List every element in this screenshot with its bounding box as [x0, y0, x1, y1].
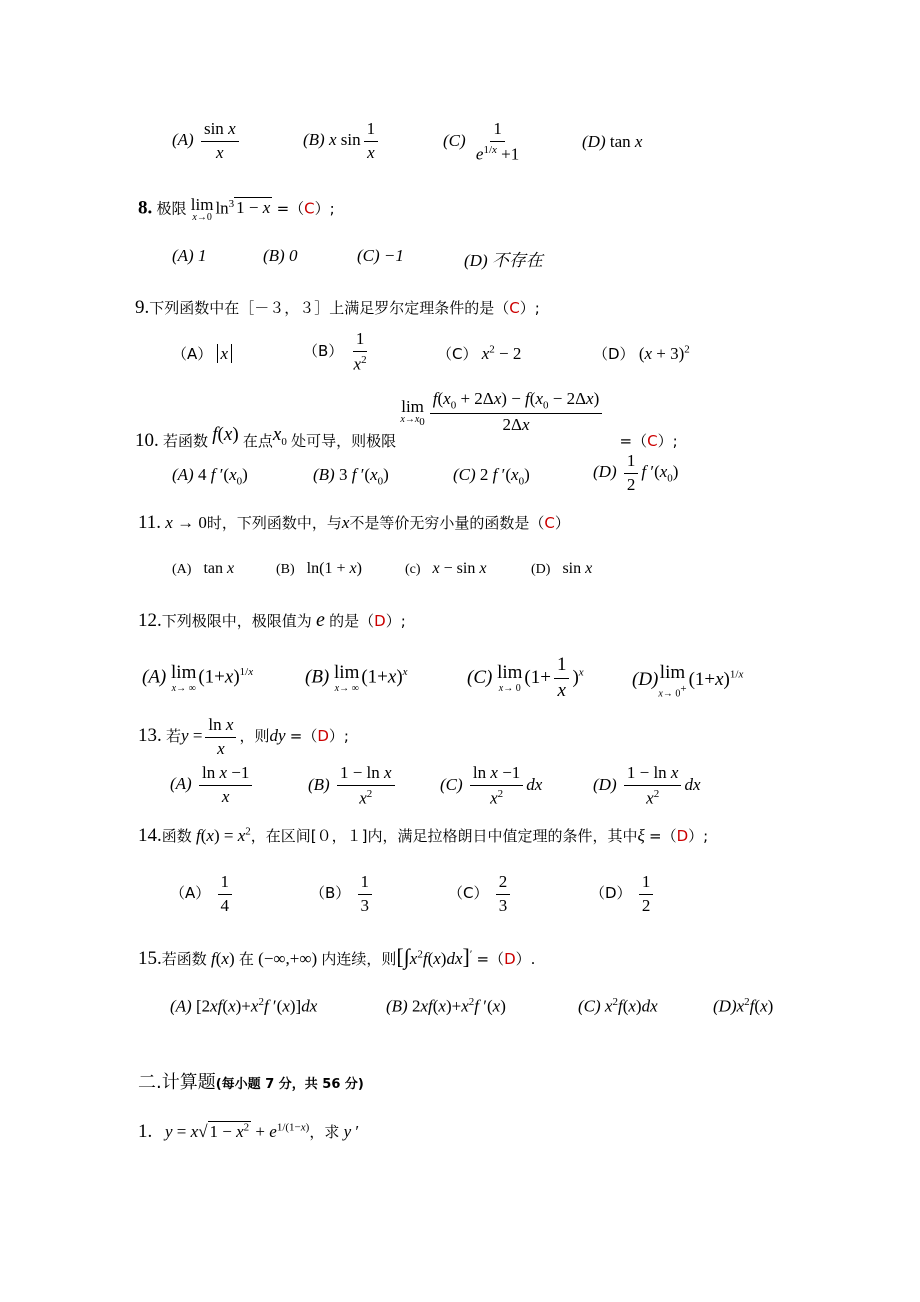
q9-option-b: （B） $\frac{1}{x^2}$ [303, 329, 367, 374]
q15-option-d: $(D)x^2f(x)$ [713, 996, 774, 1016]
q13-option-c: (C) $\frac{\text{ln x −1}}{x^2}$ dx [440, 763, 543, 808]
q9-option-c: （C） $x^2 - 2$ [437, 343, 522, 363]
q11-stem: 11. x → 0时，下列函数中，与x不是等价无穷小量的函数是（C） [138, 512, 570, 533]
q8-answer: C [304, 199, 315, 218]
q11-option-a: (A) tan x [172, 560, 235, 577]
q10-option-b: (B) 3 f $'(x_0)$ [313, 465, 389, 488]
q7-option-c: (C) $\frac{1}{e^{1/x} +1}$ [443, 119, 520, 164]
q15-answer: D [504, 950, 516, 968]
q14-option-c: （C） $\frac{2}{3}$ [448, 873, 513, 915]
q15-option-a: (A) [$2xf(x)+x^2f$ ′(x)]dx [170, 996, 318, 1016]
q14-option-a: （A） $\frac{1}{4}$ [170, 873, 235, 915]
q9-option-d: （D） $(x + 3)^2$ [593, 343, 690, 363]
q12-option-d: (D) lim x→ 0+ $(1+x)^{1/x}$ [632, 662, 744, 700]
section-heading [138, 1068, 364, 1094]
q12-answer: D [374, 612, 386, 630]
section-note: (每小题 7 分，共 56 分) [215, 1077, 364, 1092]
q11-answer: C [544, 514, 555, 532]
q13-option-a: (A) $\frac{\text{ln x −1}}{x}$ [170, 764, 255, 806]
q10-stem: 10. 若函数 f(x) 在点$x_0$ 处可导，则极限 lim $x\to x_0$ $\frac{f(x_0 + 2\Delta x) - f(x_0 - 2\Delta x)}{2\Delta x}$ =（C）; [135, 389, 678, 452]
q15-stem: 15.若函数 f(x) 在 (−∞,+∞) 内连续，则$[\int x^2f(x)dx]' =(D)$. [138, 944, 536, 969]
q8-option-d: (D) 不存在 [464, 251, 543, 270]
q8-option-b: (B) 0 [263, 246, 298, 265]
q11-option-c: (c) x − sin x [405, 560, 487, 577]
q9-option-a: （A） x [172, 343, 232, 364]
q7-option-a: (A) $\frac{\text{sin x}}{x}$ [172, 120, 242, 162]
q10-option-c: (C) 2 f $'(x_0)$ [453, 465, 530, 488]
q15-option-c: (C) $x^2f(x)dx$ [578, 996, 658, 1016]
q7-option-d: (D) tan x [582, 132, 643, 151]
q9-stem: 9.下列函数中在［－３，３］上满足罗尔定理条件的是（C）; [135, 297, 540, 318]
q10-answer: C [647, 432, 658, 451]
q11-option-b: (B) ln(1 + x) [276, 560, 362, 577]
q9-answer: C [509, 299, 520, 317]
q12-option-b: (B) lim x→ ∞ $(1+x)^x$ [305, 662, 408, 694]
q15-option-b: (B) $2xf(x)+x^2f$ ′(x) [386, 996, 506, 1016]
q10-option-a: (A) 4 f $'(x_0)$ [172, 465, 248, 488]
q13-option-b: (B) $\frac{\text{1 − ln x}}{x^2}$ [308, 764, 398, 808]
q11-option-d: (D) sin x [531, 560, 593, 577]
q14-answer: D [676, 827, 689, 845]
q8-option-c: (C) −1 [357, 246, 404, 265]
q12-option-a: (A) lim x→ ∞ $(1+x)^{1/x}$ [142, 662, 254, 694]
q13-option-d: (D) $\frac{\text{1 − ln x}}{x^2}$ dx [593, 763, 701, 808]
q13-answer: D [317, 727, 329, 746]
q14-option-b: （B） $\frac{1}{3}$ [310, 873, 375, 915]
q13-stem: 13. 若y = $\frac{\text{ln x}}{x}$ ，则dy =（D）; [138, 715, 349, 758]
q12-stem: 12.下列极限中，极限值为 e 的是（D）; [138, 609, 406, 631]
q10-option-d: (D) $\frac{1}{2}$ f $'(x_0)$ [593, 451, 679, 494]
q14-option-d: （D） $\frac{1}{2}$ [590, 873, 656, 915]
q12-option-c: (C) lim x→ 0 (1+ $\frac{1}{x}$ )$^x$ [467, 654, 584, 701]
q8-option-a: (A) 1 [172, 246, 207, 265]
problem-1: 1. y = x√ $1 - x^2 + e^{1/(1-x)}$，求 y ′ [138, 1121, 360, 1142]
q14-stem: 14.函数 $f(x) = x^2$，在区间[０，１]内，满足拉格朗日中值定理的条件，其中ξ =（D）; [138, 825, 709, 846]
q7-option-b: (B) x sin $\frac{1}{x}$ [303, 120, 381, 162]
q8-stem: 8. 极限 lim x→0 $\ln^3 1 - x =(C)$; [138, 195, 335, 223]
section-title: 二.计算题 [138, 1072, 216, 1093]
